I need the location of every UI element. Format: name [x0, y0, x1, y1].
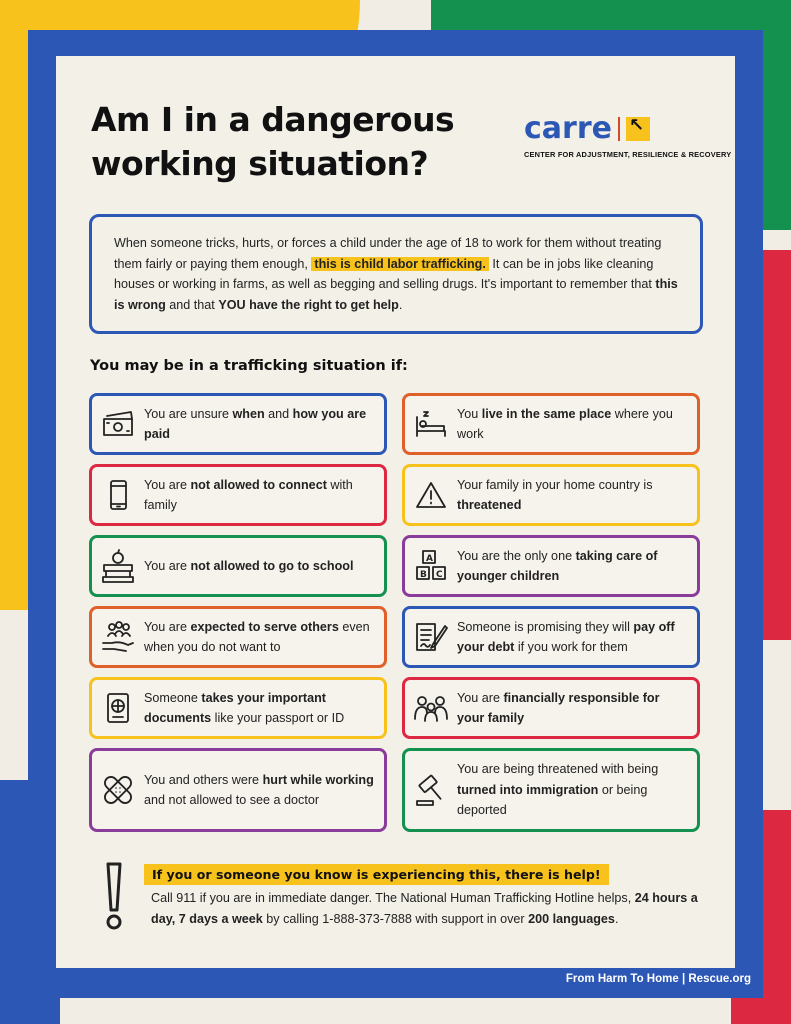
warning-sign-text: You are not allowed to connect with family — [144, 477, 353, 512]
warning-sign-text: You are financially responsible for your family — [457, 690, 660, 725]
warning-icon — [405, 480, 457, 510]
bandage-icon — [92, 772, 144, 808]
money-icon — [92, 409, 144, 439]
gavel-icon — [405, 773, 457, 807]
warning-sign-text: You are not allowed to go to school — [144, 558, 354, 573]
page-title: Am I in a dangerous working situation? — [91, 100, 455, 183]
svg-text:A: A — [426, 554, 433, 564]
intro-highlight: this is child labor trafficking. — [311, 257, 488, 271]
phone-icon — [92, 478, 144, 512]
serving-hand-icon — [92, 621, 144, 653]
warning-sign-card — [402, 464, 700, 526]
warning-sign-card — [402, 677, 700, 739]
bed-icon — [405, 409, 457, 439]
warning-sign-card — [89, 677, 387, 739]
warning-sign-card — [402, 748, 700, 832]
warning-sign-card — [402, 606, 700, 668]
warning-sign-text: You live in the same place where you work — [457, 406, 673, 441]
warning-sign-card — [89, 748, 387, 832]
carre-logo — [524, 111, 732, 159]
abc-blocks-icon — [405, 548, 457, 584]
logo-wordmark: carre — [524, 111, 612, 146]
family-icon — [405, 693, 457, 723]
help-headline: If you or someone you know is experiencing this, there is help! — [144, 864, 609, 885]
svg-text:C: C — [436, 570, 443, 580]
warning-sign-text: You and others were hurt while working and not allowed to see a doctor — [144, 772, 374, 807]
section-subheading: You may be in a trafficking situation if: — [90, 358, 408, 374]
exclamation-icon — [100, 862, 128, 932]
warning-sign-text: You are the only one taking care of younger children — [457, 548, 658, 583]
warning-sign-card — [89, 606, 387, 668]
passport-icon — [92, 691, 144, 725]
footer-credit: From Harm To Home | Rescue.org — [565, 973, 751, 985]
contract-icon — [405, 620, 457, 654]
svg-text:B: B — [420, 570, 427, 580]
help-text: Call 911 if you are in immediate danger. The National Human Trafficking Hotline helps, 24 hours a day, 7 days a week by calling 1-888-373-7888 with support in over 200 languages. — [151, 891, 698, 926]
warning-sign-text: Someone is promising they will pay off your debt if you work for them — [457, 619, 675, 654]
intro-box: When someone tricks, hurts, or forces a child under the age of 18 to work for them without treating them fairly or paying them enough, this is child labor trafficking. It can be in jobs like cleaning houses or working in farms, as well as begging and selling drugs. It's important to remember that this is wrong and that YOU have the right to get help. — [89, 214, 703, 334]
warning-sign-text: Your family in your home country is threatened — [457, 477, 653, 512]
flyer-page — [56, 56, 735, 968]
warning-sign-text: You are being threatened with being turned into immigration or being deported — [457, 762, 659, 818]
warning-sign-card — [402, 393, 700, 455]
logo-tagline: CENTER FOR ADJUSTMENT, RESILIENCE & RECOVERY — [524, 150, 732, 159]
warning-sign-text: Someone takes your important documents like your passport or ID — [144, 690, 345, 725]
warning-sign-card — [89, 393, 387, 455]
school-books-icon — [92, 548, 144, 584]
warning-sign-text: You are expected to serve others even when you do not want to — [144, 619, 370, 654]
warning-sign-text: You are unsure when and how you are paid — [144, 406, 367, 441]
logo-divider — [618, 117, 620, 141]
warning-sign-card — [89, 464, 387, 526]
logo-arrow-icon — [626, 117, 650, 141]
warning-sign-card — [402, 535, 700, 597]
warning-sign-card — [89, 535, 387, 597]
